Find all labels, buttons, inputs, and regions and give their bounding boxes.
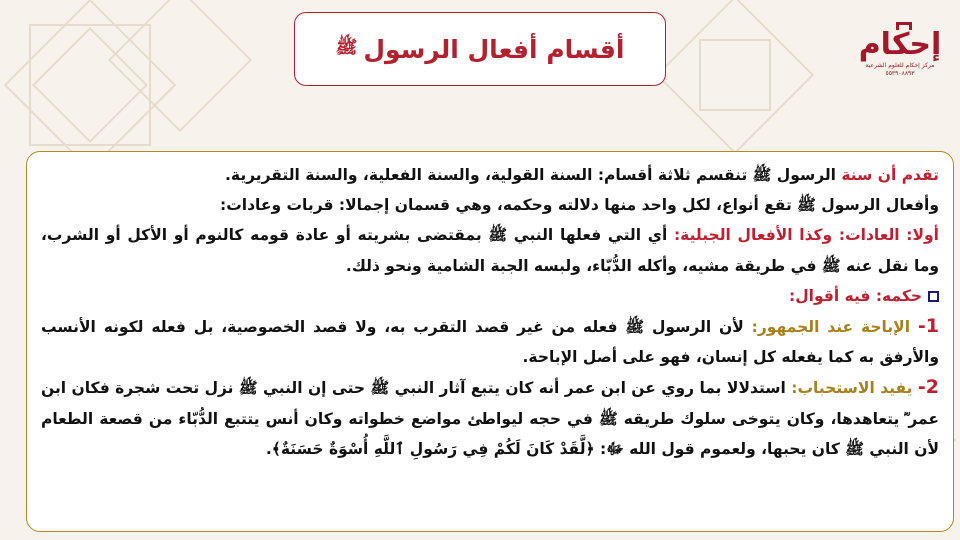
honorific-mark: ﷺ (335, 37, 358, 58)
logo-roof-icon (896, 22, 912, 30)
ruling-heading-text: حكمه: فيه أقوال: (789, 286, 922, 305)
paragraph-types: وأفعال الرسول ﷺ تقع أنواع، لكل واحد منها دلالته وحكمه، وهي قسمان إجمالا: قربات وعادات: (220, 196, 939, 215)
title-banner (294, 12, 666, 86)
checkbox-icon (928, 291, 939, 302)
intro-body: الرسول ﷺ تنقسم ثلاثة أقسام: السنة القولية، والسنة الفعلية، والسنة التقريرية. (225, 166, 842, 184)
ruling-heading (41, 281, 939, 311)
logo-subtitle: مركز إحكام للعلوم الشرعية (865, 62, 935, 69)
item-2-lead: يفيد الاستحباب: (791, 379, 918, 398)
list-item-permissibility (41, 311, 939, 372)
item-1-body: لأن الرسول ﷺ فعله من غير قصد التقرب به، ولا قصد الخصوصية، بل فعله لكونه الأنسب والأرفق به كما يفعله كل إنسان، فهو على أصل الإباحة. (41, 318, 939, 367)
intro-lead: تقدم أن سنة (841, 166, 939, 184)
page-title: أقسام أفعال الرسول (363, 34, 625, 64)
item-1-number: 1- (917, 315, 939, 338)
habits-body: أي التي فعلها النبي ﷺ بمقتضى بشريته أو عادة قومه كالنوم أو الأكل أو الشرب، وما نقل عنه ﷺ في طريقة مشيه، وأكله الدُّبّاء، ولبسه الجبة الشامية ونحو ذلك. (41, 226, 939, 275)
paragraph-intro (41, 160, 939, 190)
item-1-lead: الإباحة عند الجمهور: (751, 318, 918, 337)
brand-logo (848, 28, 952, 92)
habits-lead: أولا: العادات: وكذا الأفعال الجبلية: (673, 226, 939, 245)
content-panel (26, 151, 954, 532)
logo-number: ٥٥٣٩٠٨٨٩٣ (885, 70, 915, 77)
item-2-body: استدلالا بما روي عن ابن عمر أنه كان يتبع آثار النبي ﷺ حتى إن النبي ﷺ نزل تحت شجرة فكان ابن عمر ؓ يتعاهدها، وكان يتوخى سلوك طريقه ﷺ في حجه ليواطئ مواضع خطواته وكان أنس يتتبع الدُّبّاء من قصعة الطعام لأن النبي ﷺ كان يحبها، ولعموم قول الله ﷻ: ﴿لَّقَدْ كَانَ لَكُمْ فِي رَسُولِ ٱللَّهِ أُسْوَةٌ حَسَنَةٌ﴾. (41, 379, 939, 458)
logo-wordmark: إحكام (858, 27, 942, 62)
item-2-number: 2- (917, 376, 939, 399)
list-item-recommendation (41, 372, 939, 464)
paragraph-habits (41, 220, 939, 280)
